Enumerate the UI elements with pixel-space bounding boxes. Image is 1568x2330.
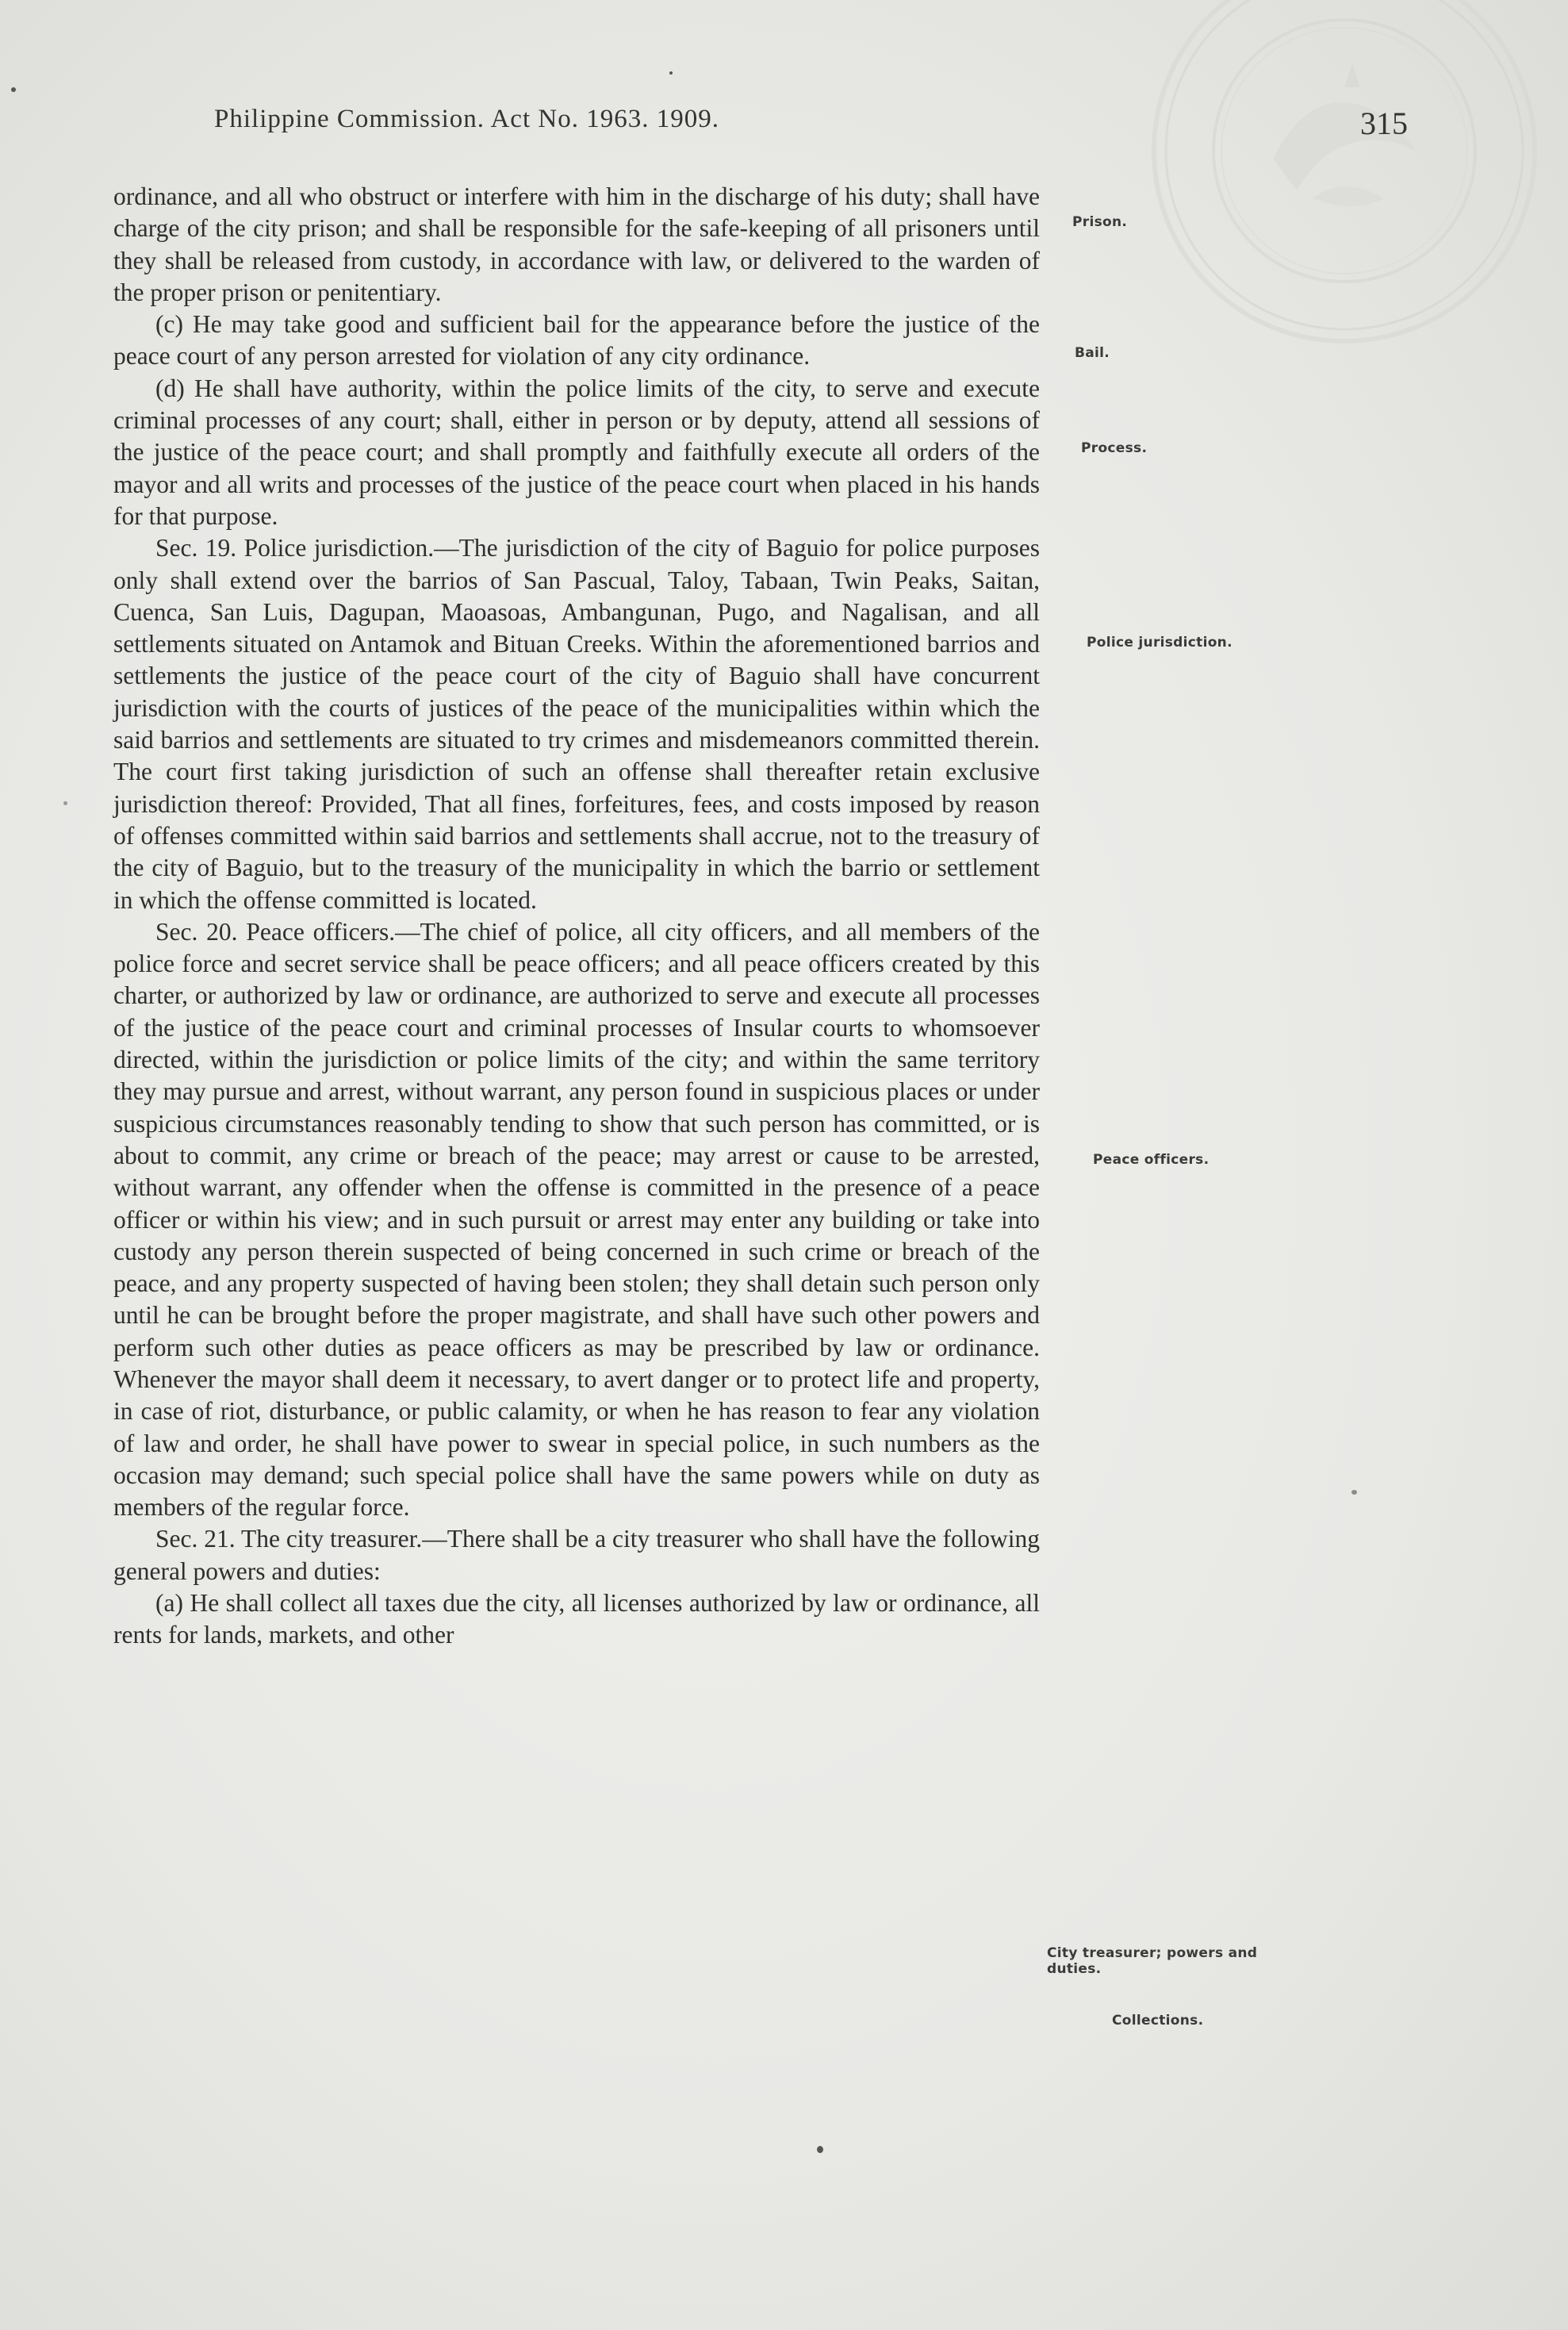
margin-note-prison: Prison.	[1072, 214, 1128, 230]
page-number: 315	[1360, 106, 1408, 141]
paragraph-bail: (c) He may take good and sufficient bail for the appearance before the justice of the peace court of any person arrested for violation of any city ordinance.	[113, 310, 1040, 370]
paragraph-process: (d) He shall have authority, within the police limits of the city, to serve and execute criminal processes of any court; shall, either in person or by deputy, attend all sessions of the justice of the peace court; and shall promptly and faithfully execute all orders of the mayor and all writs and processes of the justice of the peace court when placed in his hands for that purpose.	[113, 374, 1040, 530]
margin-note-peace-officers: Peace officers.	[1093, 1152, 1210, 1168]
paragraph-collections: (a) He shall collect all taxes due the city, all licenses authorized by law or ordinance, all rents for lands, markets, and other	[113, 1589, 1040, 1649]
margin-note-city-treasurer: City treasurer; powers and duties.	[1047, 1945, 1258, 1977]
scan-speck	[817, 2146, 823, 2153]
margin-note-collections: Collections.	[1112, 2013, 1204, 2029]
embossed-seal-icon	[1114, 0, 1558, 381]
paragraph-sec-20: Sec. 20. Peace officers.—The chief of police, all city officers, and all members of the police force and secret service shall be peace officers; and all peace officers created by this charter, or authorized by law or ordinance, are authorized to serve and execute all processes of the justice of the peace court and criminal processes of Insular courts to whomsoever directed, within the jurisdiction or police limits of the city; and within the same territory they may pursue and arrest, without warrant, any person found in suspicious places or under suspicious circumstances reasonably tending to show that such person has committed, or is about to commit, any crime or breach of the peace; may arrest or cause to be arrested, without warrant, any offender when the offense is committed in the presence of a peace officer or within his view; and in such pursuit or arrest may enter any building or take into custody any person therein suspected of being concerned in such crime or breach of the peace, and any property suspected of having been stolen; they shall detain such person only until he can be brought before the proper magistrate, and shall have such other powers and perform such other duties as peace officers as may be prescribed by law or ordinance. Whenever the mayor shall deem it necessary, to avert danger or to protect life and property, in case of riot, disturbance, or public calamity, or when he has reason to fear any violation of law and order, he shall have power to swear in special police, in such numbers as the occasion may demand; such special police shall have the same powers while on duty as members of the regular force.	[113, 917, 1040, 1522]
paragraph-prison: ordinance, and all who obstruct or interfere with him in the discharge of his duty; shall have charge of the city prison; and shall be responsible for the safe-keeping of all prisoners until they shall be released from custody, in accordance with law, or delivered to the warden of the proper prison or penitentiary.	[113, 182, 1040, 306]
margin-note-process: Process.	[1081, 440, 1148, 456]
margin-note-bail: Bail.	[1075, 345, 1110, 361]
scan-speck	[63, 801, 67, 805]
body-text	[113, 181, 1040, 1652]
scan-speck	[11, 87, 16, 92]
running-header: Philippine Commission. Act No. 1963. 1909.	[214, 105, 719, 133]
scan-speck	[1351, 1490, 1357, 1495]
margin-note-police-jurisdiction: Police jurisdiction.	[1087, 635, 1233, 651]
paragraph-sec-19: Sec. 19. Police jurisdiction.—The jurisdiction of the city of Baguio for police purposes only shall extend over the barrios of San Pascual, Taloy, Tabaan, Twin Peaks, Saitan, Cuenca, San Luis, Dagupan, Maoasoas, Ambangunan, Pugo, and Nagalisan, and all settlements situated on Antamok and Bituan Creeks. Within the aforementioned barrios and settlements the justice of the peace court of the city of Baguio shall have concurrent jurisdiction with the courts of justices of the peace of the municipalities within which the said barrios and settlements are situated to try crimes and misdemeanors committed therein. The court first taking jurisdiction of such an offense shall thereafter retain exclusive jurisdiction thereof: Provided, That all fines, forfeitures, fees, and costs imposed by reason of offenses committed within said barrios and settlements shall accrue, not to the treasury of the city of Baguio, but to the treasury of the municipality in which the barrio or settlement in which the offense committed is located.	[113, 534, 1040, 914]
paragraph-sec-21: Sec. 21. The city treasurer.—There shall be a city treasurer who shall have the following general powers and duties:	[113, 1525, 1040, 1585]
scan-speck	[669, 71, 673, 75]
